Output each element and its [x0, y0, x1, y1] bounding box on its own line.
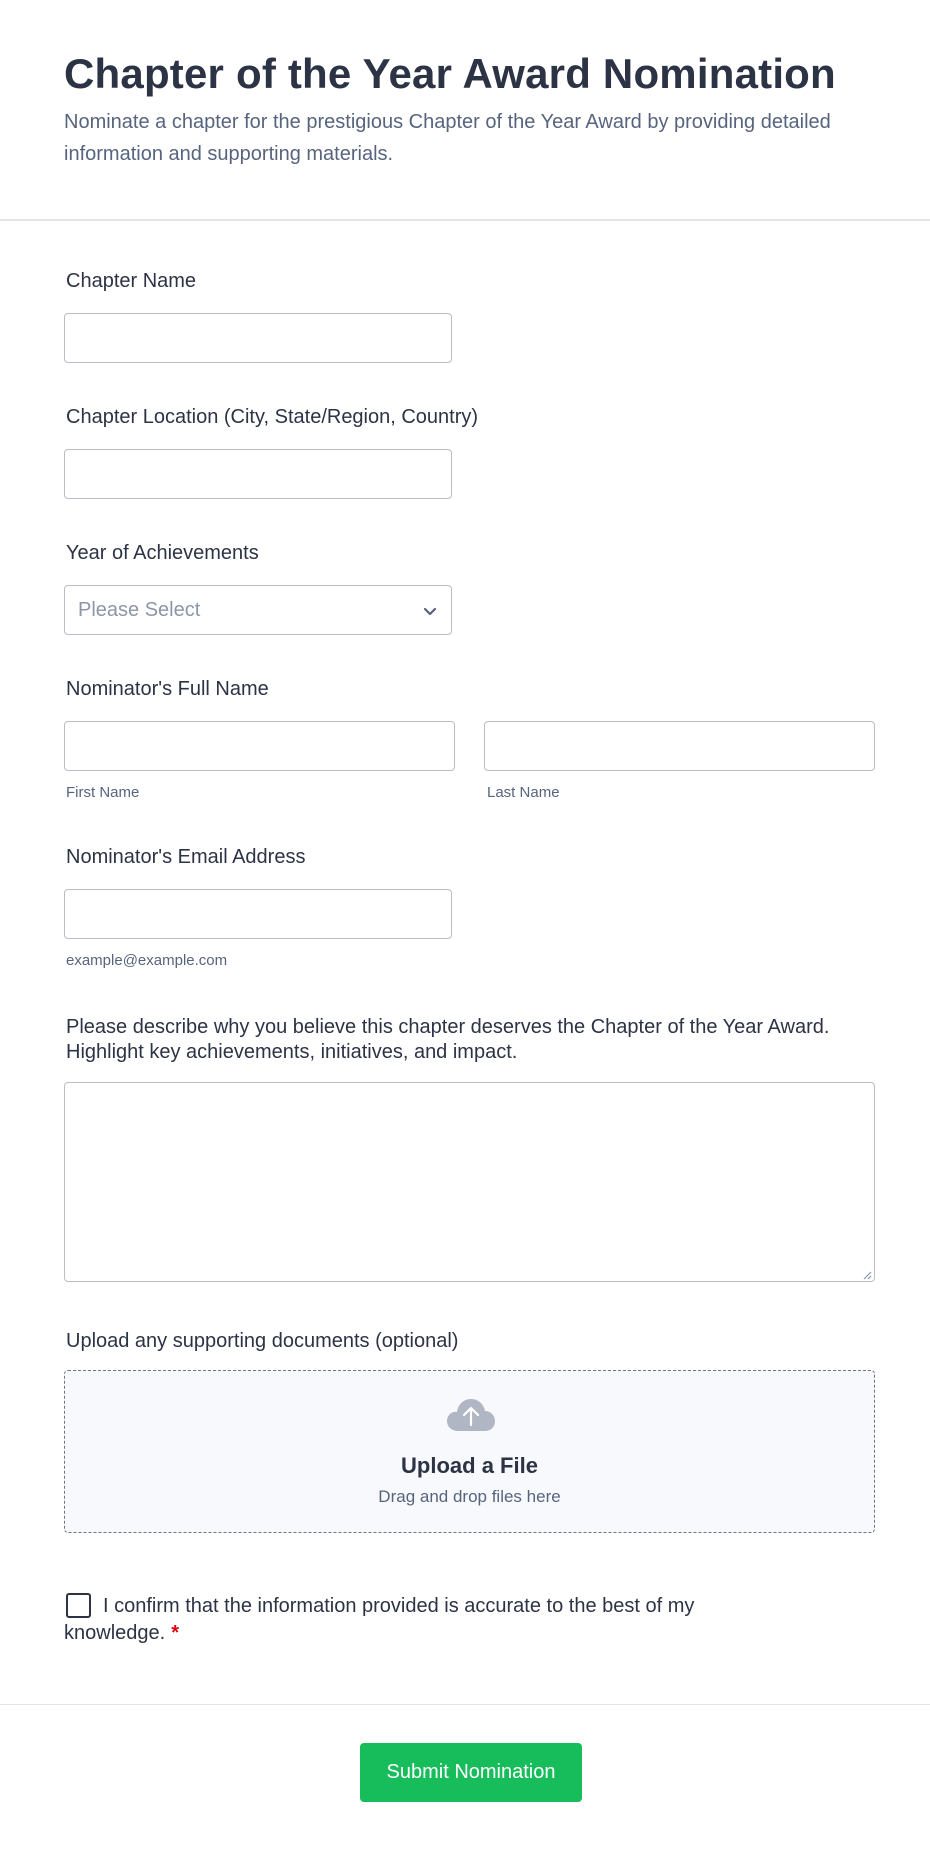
first-name-input[interactable]	[64, 721, 455, 771]
description-label: Please describe why you believe this chapter deserves the Chapter of the Year Award. Highlight key achievements, initiatives, and impact.	[66, 1016, 830, 1063]
page-subtitle: Nominate a chapter for the prestigious Chapter of the Year Award by providing detailed information and supporting materials.	[64, 111, 831, 165]
footer-divider	[0, 1704, 930, 1705]
chapter-name-input[interactable]	[64, 313, 452, 363]
email-label: Nominator's Email Address	[66, 846, 306, 868]
chapter-name-label: Chapter Name	[66, 270, 197, 292]
first-name-sublabel: First Name	[66, 784, 140, 801]
confirm-text: I confirm that the information provided is accurate to the best of my knowledge.	[64, 1595, 695, 1644]
chapter-location-label: Chapter Location (City, State/Region, Country)	[66, 406, 479, 428]
upload-hint: Drag and drop files here	[378, 1487, 561, 1506]
upload-label: Upload any supporting documents (optional)	[66, 1330, 459, 1352]
submit-button[interactable]: Submit Nomination	[360, 1743, 582, 1802]
year-select[interactable]	[64, 585, 452, 635]
chevron-down-icon	[421, 602, 439, 620]
form-header	[0, 0, 930, 221]
last-name-sublabel: Last Name	[487, 784, 560, 801]
email-sublabel: example@example.com	[66, 952, 228, 969]
resize-grip-icon[interactable]	[862, 1270, 872, 1280]
required-mark: *	[171, 1622, 179, 1644]
confirm-checkbox[interactable]	[66, 1593, 91, 1618]
last-name-input[interactable]	[484, 721, 875, 771]
page-title: Chapter of the Year Award Nomination	[64, 50, 836, 97]
cloud-upload-icon	[446, 1397, 496, 1433]
file-upload-dropzone[interactable]	[64, 1370, 875, 1533]
upload-title: Upload a File	[401, 1453, 538, 1478]
chapter-location-input[interactable]	[64, 449, 452, 499]
year-select-value: Please Select	[78, 599, 201, 621]
year-label: Year of Achievements	[66, 542, 259, 564]
description-textarea[interactable]	[64, 1082, 875, 1282]
email-input[interactable]	[64, 889, 452, 939]
confirm-label	[64, 1593, 784, 1647]
nominator-name-label: Nominator's Full Name	[66, 678, 269, 700]
